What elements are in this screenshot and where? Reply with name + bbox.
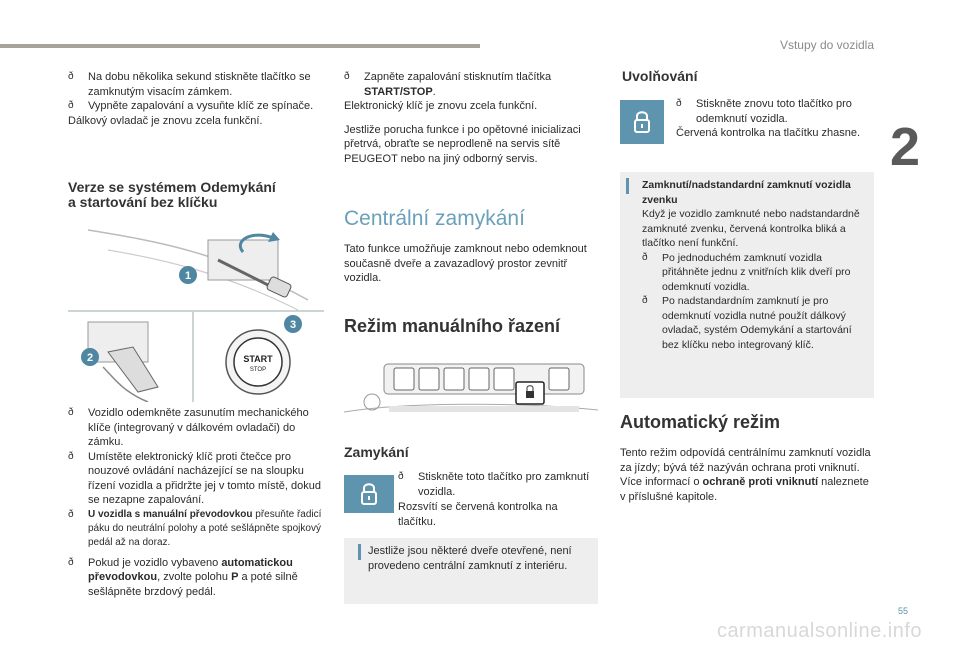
paragraph: Jestliže porucha funkce i po opětovné inicializaci přetrvá, obraťte se neprodleně na servis sítě PEUGEOT nebo na jiný odborný servis. bbox=[344, 123, 581, 165]
keyless-heading: Verze se systémem Odemykání a startování bez klíčku bbox=[68, 179, 276, 210]
exterior-lock-info-text bbox=[642, 178, 870, 352]
manual-mode-heading: Režim manuálního řazení bbox=[344, 316, 561, 336]
callout-2-label: 2 bbox=[86, 352, 94, 364]
lock-instructions bbox=[398, 470, 596, 499]
auto-mode-heading: Automatický režim bbox=[620, 412, 781, 432]
list-item: ð Umístěte elektronický klíč proti čtečce pro nouzové ovládání nacházející se na sloupku řízení vozidla a přidržte jej v tomto místě, dokud se nezapne zapalování. bbox=[68, 450, 330, 508]
list-item: ð Stiskněte toto tlačítko pro zamknutí vozidla. bbox=[398, 470, 596, 499]
paragraph: Dálkový ovladač je znovu zcela funkční. bbox=[68, 114, 263, 127]
stop-label: STOP bbox=[249, 367, 267, 373]
padlock-closed-icon bbox=[344, 475, 394, 513]
start-illustration bbox=[68, 312, 324, 402]
list-item: ð Vozidlo odemkněte zasunutím mechanického klíče (integrovaný v dálkovém ovladači) do zámku. bbox=[68, 406, 330, 450]
col1-intro bbox=[68, 70, 330, 128]
info-title: Zamknutí/nadstandardní zamknutí vozidla zvenku bbox=[642, 179, 851, 206]
auto-mode-text bbox=[620, 446, 876, 504]
list-item: ð Po jednoduchém zamknutí vozidla přitáhněte jednu z vnitřních klik dveří pro odemknutí vozidla. bbox=[642, 251, 870, 295]
lock-indicator-text: Rozsvítí se červená kontrolka na tlačítku. bbox=[398, 501, 558, 528]
central-lock-info-text: Jestliže jsou některé dveře otevřené, není provedeno centrální zamknutí z interiéru. bbox=[368, 545, 572, 572]
unlock-button-icon bbox=[620, 100, 664, 144]
callout-1-label: 1 bbox=[184, 270, 192, 282]
info-icon bbox=[626, 178, 629, 194]
list-item: ð Po nadstandardním zamknutí je pro odemknutí vozidla nutné použít dálkový ovladač, systém Odemykání a startování bez klíčku nebo integrovaný klíč. bbox=[642, 294, 870, 352]
paragraph: Když je vozidlo zamknuté nebo nadstandardně zamknuté zvenku, červená kontrolka bliká a tlačítko není funkční. bbox=[642, 208, 860, 249]
unlock-heading: Uvolňování bbox=[622, 68, 698, 84]
paragraph: Více informací o ochraně proti vniknutí naleznete v příslušné kapitole. bbox=[620, 476, 869, 503]
unlock-instructions bbox=[676, 97, 872, 141]
paragraph: Elektronický klíč je znovu zcela funkční. bbox=[344, 100, 538, 112]
chapter-number: 2 bbox=[889, 117, 920, 177]
paragraph: Tento režim odpovídá centrálnímu zamknutí vozidla za jízdy; bývá též nazýván ochrana proti vniknutí. bbox=[620, 447, 871, 474]
list-item: ð Zapněte zapalování stisknutím tlačítka START/STOP. bbox=[344, 70, 600, 99]
section-title: Vstupy do vozidla bbox=[779, 38, 874, 52]
key-lock-illustration bbox=[68, 220, 324, 312]
list-item: ð U vozidla s manuální převodovkou přesuňte řadicí páku do neutrální polohy a poté sešlápněte spojkový pedál až na doraz. bbox=[68, 508, 330, 550]
list-item: ð Stiskněte znovu toto tlačítko pro odemknutí vozidla. bbox=[676, 97, 872, 126]
list-item: ð Na dobu několika sekund stiskněte tlačítko se zamknutým visacím zámkem. bbox=[68, 70, 330, 99]
col1-steps bbox=[68, 406, 330, 599]
info-icon bbox=[358, 544, 361, 560]
list-item: ð Vypněte zapalování a vysuňte klíč ze spínače. bbox=[68, 99, 330, 114]
start-label: START bbox=[243, 354, 273, 364]
central-locking-heading: Centrální zamykání bbox=[344, 207, 525, 230]
header-bar bbox=[0, 44, 480, 48]
lock-button-icon bbox=[344, 475, 394, 513]
paragraph: Červená kontrolka na tlačítku zhasne. bbox=[676, 127, 861, 139]
padlock-icon bbox=[620, 100, 664, 144]
central-locking-text: Tato funkce umožňuje zamknout nebo odemknout současně dveře a zavazadlový prostor zevnitř vozidla. bbox=[344, 243, 587, 284]
exterior-lock-info-box bbox=[620, 172, 874, 398]
switch-panel-illustration bbox=[344, 352, 598, 424]
callout-3-label: 3 bbox=[289, 319, 297, 331]
central-lock-info-box bbox=[344, 538, 598, 604]
page-number: 55 bbox=[897, 606, 908, 616]
list-item: ð Pokud je vozidlo vybaveno automatickou převodovkou, zvolte polohu P a poté silně sešlápněte brzdový pedál. bbox=[68, 556, 330, 600]
watermark: carmanualsonline.info bbox=[716, 620, 922, 642]
col2-intro bbox=[344, 70, 600, 166]
lock-heading: Zamykání bbox=[344, 444, 409, 460]
